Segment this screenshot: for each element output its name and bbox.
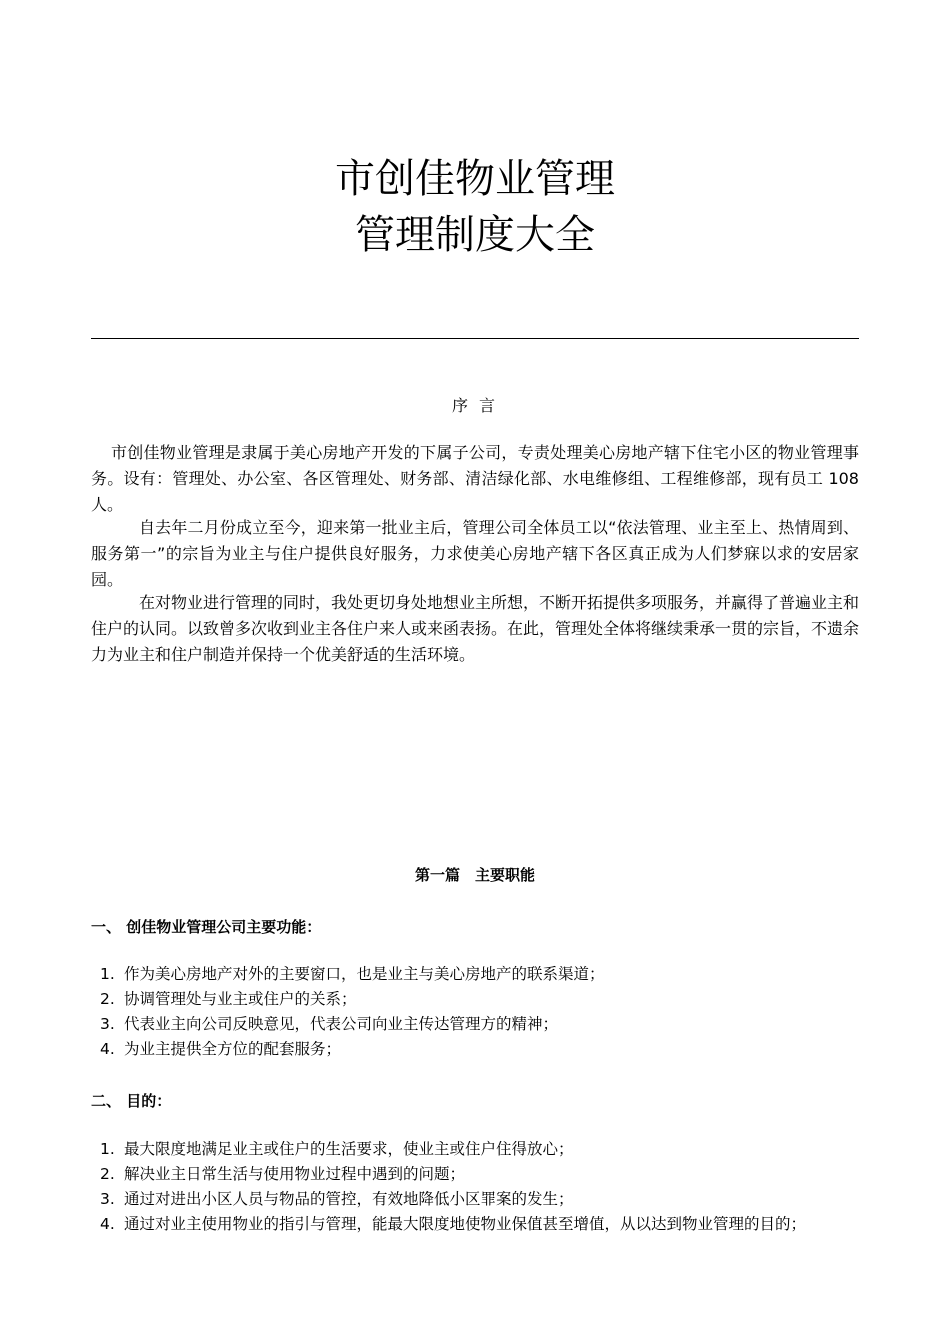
list-item-number: 4.	[100, 1040, 115, 1058]
functions-list	[100, 962, 605, 1062]
list-item-number: 2.	[100, 1165, 115, 1183]
goals-list	[100, 1137, 806, 1237]
list-item-text: 通过对业主使用物业的指引与管理，能最大限度地使物业保值甚至增值，从以达到物业管理的目的；	[124, 1215, 807, 1233]
preface-paragraph-3: 在对物业进行管理的同时，我处更切身处地想业主所想，不断开拓提供多项服务，并赢得了普遍业主和住户的认同。以致曾多次收到业主各住户来人或来函表扬。在此，管理处全体将继续秉承一贯的宗旨，不遗余力为业主和住户制造并保持一个优美舒适的生活环境。	[91, 593, 860, 664]
list-item-number: 1.	[100, 1140, 115, 1158]
list-item-text: 代表业主向公司反映意见，代表公司向业主传达管理方的精神；	[124, 1015, 559, 1033]
chapter-heading: 第一篇 主要职能	[414, 866, 535, 884]
preface-paragraph-1: 市创佳物业管理是隶属于美心房地产开发的下属子公司，专责处理美心房地产辖下住宅小区的物业管理事务。设有：管理处、办公室、各区管理处、财务部、清洁绿化部、水电维修组、工程维修部，现有员工 108 人。	[91, 443, 859, 514]
list-item	[100, 962, 605, 987]
list-item-number: 1.	[100, 965, 115, 983]
list-item	[100, 987, 605, 1012]
list-item-text: 为业主提供全方位的配套服务；	[124, 1040, 342, 1058]
list-item	[100, 1187, 806, 1212]
list-item	[100, 1137, 806, 1162]
list-item-text: 解决业主日常生活与使用物业过程中遇到的问题；	[124, 1165, 466, 1183]
list-item-number: 4.	[100, 1215, 115, 1233]
document-title-line-1: 市创佳物业管理	[335, 156, 615, 202]
preface-paragraph-2: 自去年二月份成立至今，迎来第一批业主后，管理公司全体员工以“依法管理、业主至上、热情周到、服务第一”的宗旨为业主与住户提供良好服务，力求使美心房地产辖下各区真正成为人们梦寐以求的安居家园。	[91, 518, 859, 589]
list-item-text: 协调管理处与业主或住户的关系；	[124, 990, 357, 1008]
preface-heading: 序 言	[451, 396, 499, 415]
section-heading-functions: 一、 创佳物业管理公司主要功能：	[91, 918, 322, 936]
list-item	[100, 1212, 806, 1237]
list-item-text: 最大限度地满足业主或住户的生活要求，使业主或住户住得放心；	[124, 1140, 574, 1158]
list-item	[100, 1162, 806, 1187]
list-item-number: 3.	[100, 1190, 115, 1208]
list-item-text: 作为美心房地产对外的主要窗口，也是业主与美心房地产的联系渠道；	[124, 965, 605, 983]
section-heading-goals: 二、 目的：	[91, 1092, 172, 1110]
list-item-number: 2.	[100, 990, 115, 1008]
document-title-line-2: 管理制度大全	[355, 212, 595, 258]
title-divider	[91, 338, 859, 339]
list-item	[100, 1037, 605, 1062]
list-item-number: 3.	[100, 1015, 115, 1033]
list-item-text: 通过对进出小区人员与物品的管控，有效地降低小区罪案的发生；	[124, 1190, 574, 1208]
list-item	[100, 1012, 605, 1037]
